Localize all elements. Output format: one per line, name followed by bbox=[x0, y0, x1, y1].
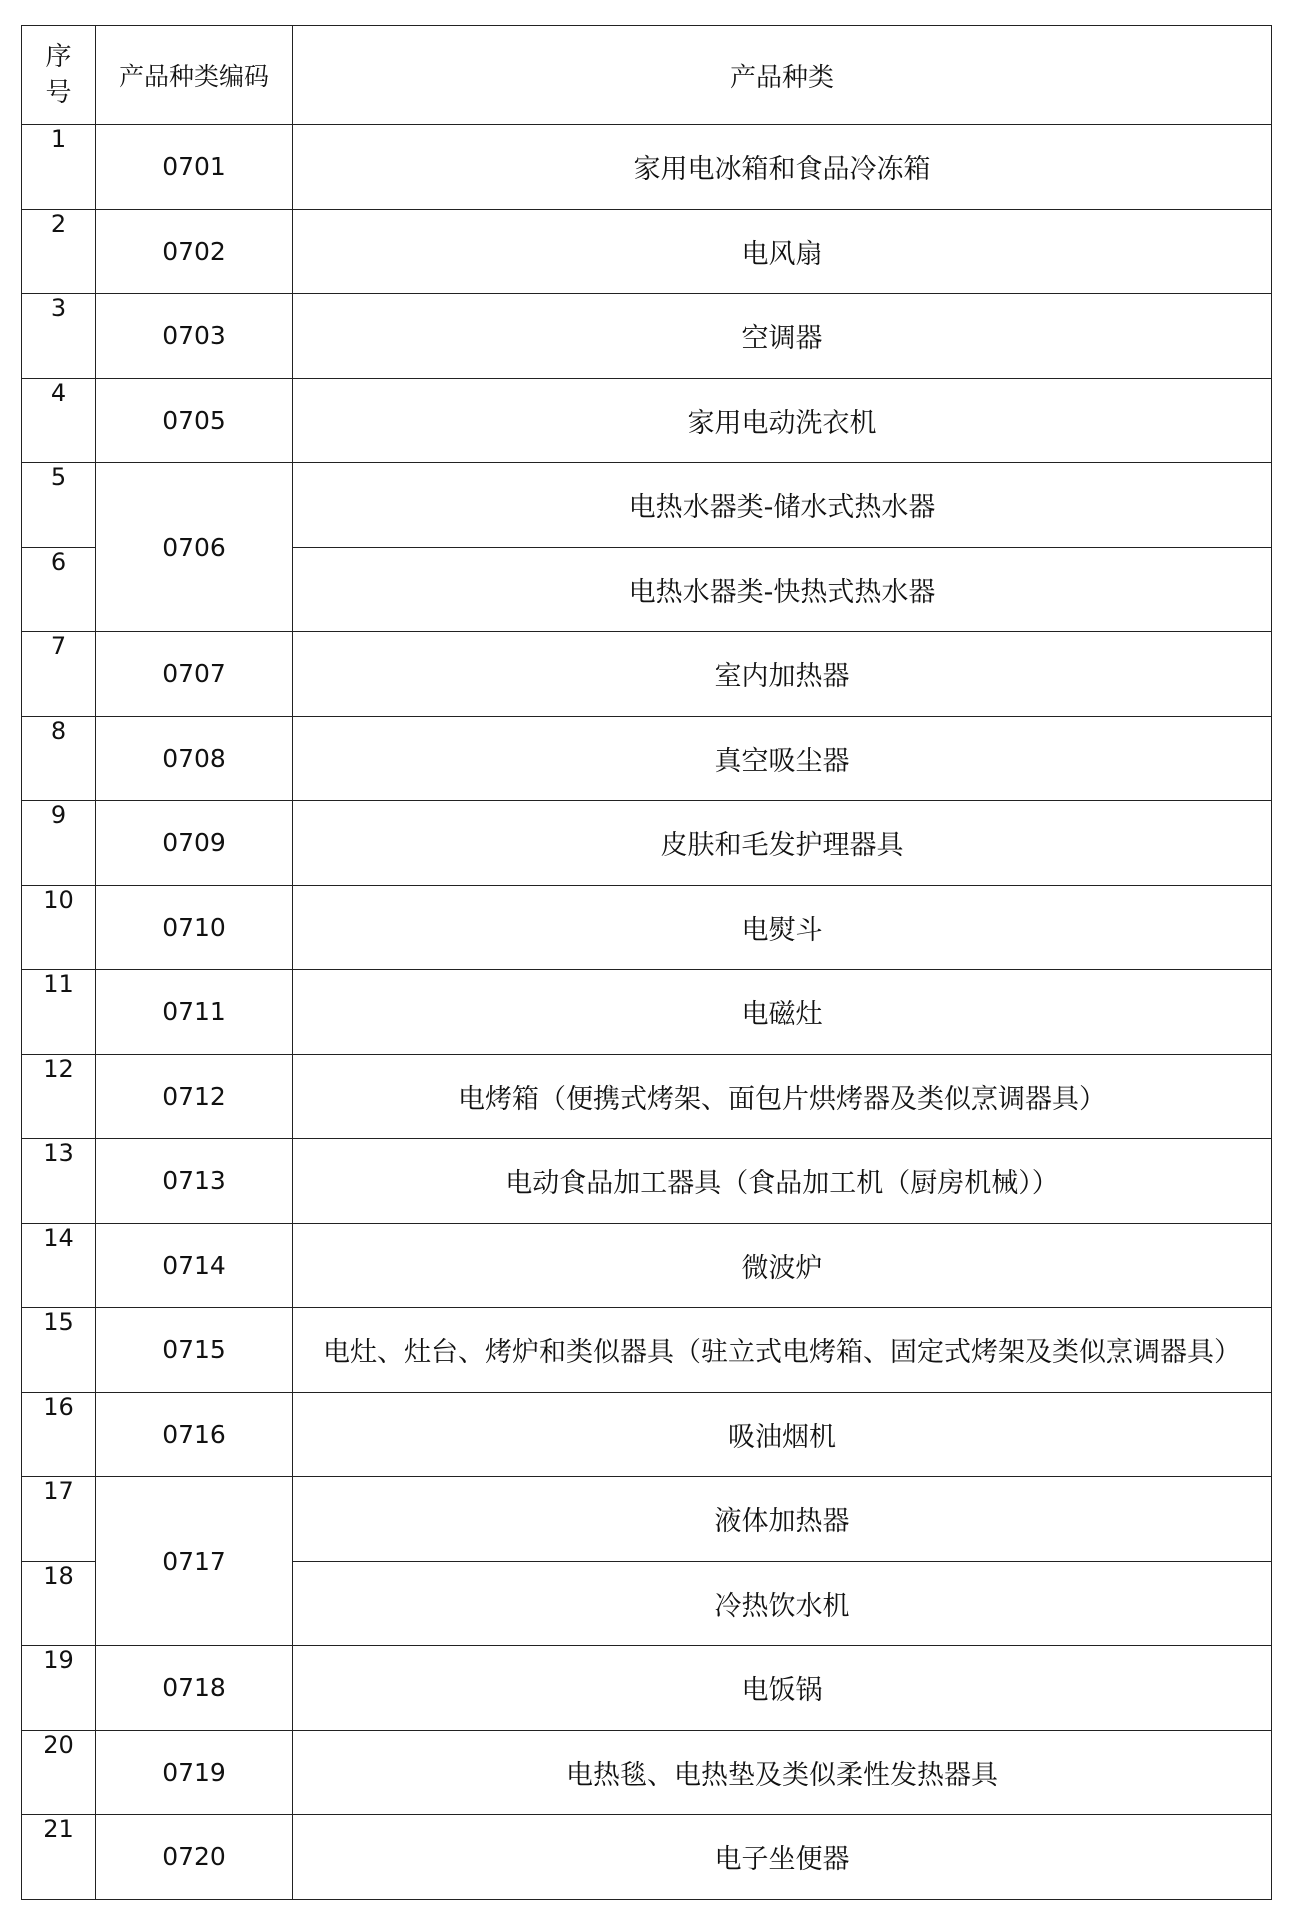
row-code: 0711 bbox=[96, 970, 293, 1055]
row-code: 0719 bbox=[96, 1730, 293, 1815]
table-row bbox=[22, 632, 1272, 717]
row-seq: 1 bbox=[22, 125, 96, 210]
row-code-merged: 0706 bbox=[96, 463, 293, 632]
table-header-row bbox=[22, 26, 1272, 125]
row-seq: 2 bbox=[22, 209, 96, 294]
row-type: 电动食品加工器具（食品加工机（厨房机械）） bbox=[293, 1139, 1272, 1224]
row-seq: 13 bbox=[22, 1139, 96, 1224]
row-seq: 10 bbox=[22, 885, 96, 970]
row-code: 0715 bbox=[96, 1308, 293, 1393]
row-seq: 9 bbox=[22, 801, 96, 886]
row-type: 电烤箱（便携式烤架、面包片烘烤器及类似烹调器具） bbox=[293, 1054, 1272, 1139]
table-row bbox=[22, 378, 1272, 463]
row-type: 家用电动洗衣机 bbox=[293, 378, 1272, 463]
table-row bbox=[22, 209, 1272, 294]
row-seq: 3 bbox=[22, 294, 96, 379]
header-code: 产品种类编码 bbox=[96, 26, 293, 125]
table-row bbox=[22, 1139, 1272, 1224]
row-type: 电灶、灶台、烤炉和类似器具（驻立式电烤箱、固定式烤架及类似烹调器具） bbox=[293, 1308, 1272, 1393]
row-type: 皮肤和毛发护理器具 bbox=[293, 801, 1272, 886]
row-type: 电子坐便器 bbox=[293, 1815, 1272, 1900]
row-type: 室内加热器 bbox=[293, 632, 1272, 717]
row-seq: 17 bbox=[22, 1477, 96, 1562]
product-category-table bbox=[21, 25, 1272, 1900]
row-type: 电熨斗 bbox=[293, 885, 1272, 970]
row-type: 家用电冰箱和食品冷冻箱 bbox=[293, 125, 1272, 210]
row-type: 电饭锅 bbox=[293, 1646, 1272, 1731]
row-seq: 21 bbox=[22, 1815, 96, 1900]
row-seq: 19 bbox=[22, 1646, 96, 1731]
header-seq-line2: 号 bbox=[45, 78, 72, 108]
row-seq: 4 bbox=[22, 378, 96, 463]
row-type: 电热水器类-快热式热水器 bbox=[293, 547, 1272, 632]
header-type: 产品种类 bbox=[293, 26, 1272, 125]
row-seq: 11 bbox=[22, 970, 96, 1055]
header-seq bbox=[22, 26, 96, 125]
table-row bbox=[22, 801, 1272, 886]
row-seq: 18 bbox=[22, 1561, 96, 1646]
row-type: 冷热饮水机 bbox=[293, 1561, 1272, 1646]
row-type: 空调器 bbox=[293, 294, 1272, 379]
table-row bbox=[22, 1308, 1272, 1393]
row-code: 0713 bbox=[96, 1139, 293, 1224]
row-seq: 5 bbox=[22, 463, 96, 548]
table-row bbox=[22, 1223, 1272, 1308]
row-type: 电热毯、电热垫及类似柔性发热器具 bbox=[293, 1730, 1272, 1815]
row-code: 0714 bbox=[96, 1223, 293, 1308]
row-seq: 20 bbox=[22, 1730, 96, 1815]
row-code: 0710 bbox=[96, 885, 293, 970]
row-code: 0701 bbox=[96, 125, 293, 210]
row-code: 0718 bbox=[96, 1646, 293, 1731]
table-row bbox=[22, 1392, 1272, 1477]
table-row bbox=[22, 1477, 1272, 1562]
row-code: 0712 bbox=[96, 1054, 293, 1139]
table-row bbox=[22, 1646, 1272, 1731]
row-seq: 8 bbox=[22, 716, 96, 801]
row-code: 0720 bbox=[96, 1815, 293, 1900]
table-row bbox=[22, 463, 1272, 548]
row-code: 0705 bbox=[96, 378, 293, 463]
row-code: 0716 bbox=[96, 1392, 293, 1477]
row-code: 0707 bbox=[96, 632, 293, 717]
row-code: 0703 bbox=[96, 294, 293, 379]
row-code: 0709 bbox=[96, 801, 293, 886]
row-type: 电磁灶 bbox=[293, 970, 1272, 1055]
row-seq: 15 bbox=[22, 1308, 96, 1393]
table-row bbox=[22, 1730, 1272, 1815]
row-type: 真空吸尘器 bbox=[293, 716, 1272, 801]
row-seq: 12 bbox=[22, 1054, 96, 1139]
row-type: 电风扇 bbox=[293, 209, 1272, 294]
header-seq-line1: 序 bbox=[45, 42, 72, 72]
row-seq: 7 bbox=[22, 632, 96, 717]
table-row bbox=[22, 970, 1272, 1055]
table-row bbox=[22, 294, 1272, 379]
row-seq: 14 bbox=[22, 1223, 96, 1308]
row-seq: 6 bbox=[22, 547, 96, 632]
row-type: 微波炉 bbox=[293, 1223, 1272, 1308]
row-code: 0708 bbox=[96, 716, 293, 801]
row-seq: 16 bbox=[22, 1392, 96, 1477]
table-row bbox=[22, 885, 1272, 970]
row-type: 液体加热器 bbox=[293, 1477, 1272, 1562]
row-code-merged: 0717 bbox=[96, 1477, 293, 1646]
table-row bbox=[22, 716, 1272, 801]
table-row bbox=[22, 1054, 1272, 1139]
table-row bbox=[22, 1815, 1272, 1900]
table-row bbox=[22, 125, 1272, 210]
row-type: 电热水器类-储水式热水器 bbox=[293, 463, 1272, 548]
row-type: 吸油烟机 bbox=[293, 1392, 1272, 1477]
row-code: 0702 bbox=[96, 209, 293, 294]
